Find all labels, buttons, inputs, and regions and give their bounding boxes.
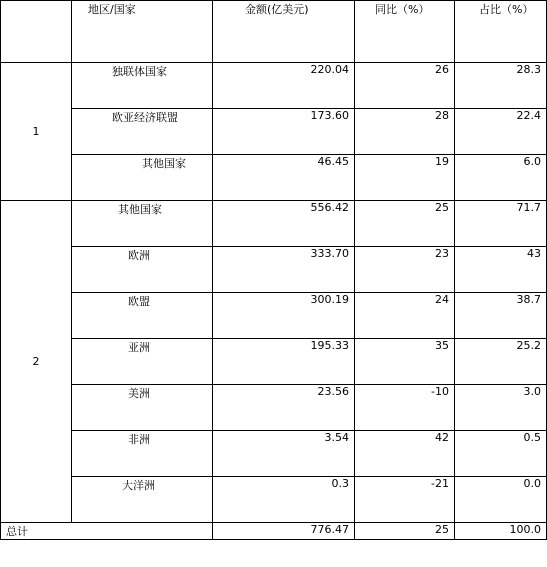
total-label: 总计 [1,523,213,540]
total-share: 100.0 [455,523,547,540]
table-row [1,431,547,477]
region-cell: 欧盟 [72,293,213,339]
header-yoy: 同比（%） [355,1,455,63]
region-cell: 其他国家 [72,155,213,201]
yoy-cell: -10 [355,385,455,431]
share-cell: 25.2 [455,339,547,385]
region-cell: 欧亚经济联盟 [72,109,213,155]
table-row [1,339,547,385]
yoy-cell: 19 [355,155,455,201]
amount-cell: 333.70 [213,247,355,293]
total-amount: 776.47 [213,523,355,540]
yoy-cell: -21 [355,477,455,523]
yoy-cell: 28 [355,109,455,155]
table-row [1,155,547,201]
yoy-cell: 42 [355,431,455,477]
yoy-cell: 26 [355,63,455,109]
group-label: 2 [1,201,72,523]
amount-cell: 300.19 [213,293,355,339]
table-row [1,477,547,523]
share-cell: 3.0 [455,385,547,431]
header-amount: 金额(亿美元) [213,1,355,63]
yoy-cell: 35 [355,339,455,385]
table-row [1,63,547,109]
region-cell: 其他国家 [72,201,213,247]
header-group [1,1,72,63]
table-row [1,293,547,339]
amount-cell: 220.04 [213,63,355,109]
amount-cell: 46.45 [213,155,355,201]
amount-cell: 173.60 [213,109,355,155]
amount-cell: 23.56 [213,385,355,431]
amount-cell: 556.42 [213,201,355,247]
header-row [1,1,547,63]
header-region: 地区/国家 [72,1,213,63]
total-row [1,523,547,540]
table-row [1,109,547,155]
share-cell: 0.0 [455,477,547,523]
region-cell: 美洲 [72,385,213,431]
region-cell: 欧洲 [72,247,213,293]
yoy-cell: 23 [355,247,455,293]
share-cell: 28.3 [455,63,547,109]
table-row [1,201,547,247]
amount-cell: 195.33 [213,339,355,385]
share-cell: 71.7 [455,201,547,247]
region-cell: 亚洲 [72,339,213,385]
region-cell: 独联体国家 [72,63,213,109]
yoy-cell: 25 [355,201,455,247]
yoy-cell: 24 [355,293,455,339]
total-yoy: 25 [355,523,455,540]
share-cell: 0.5 [455,431,547,477]
table-row [1,247,547,293]
amount-cell: 3.54 [213,431,355,477]
share-cell: 38.7 [455,293,547,339]
region-cell: 非洲 [72,431,213,477]
share-cell: 6.0 [455,155,547,201]
group-label: 1 [1,63,72,201]
header-share: 占比（%） [455,1,547,63]
amount-cell: 0.3 [213,477,355,523]
region-cell: 大洋洲 [72,477,213,523]
table-row [1,385,547,431]
share-cell: 43 [455,247,547,293]
share-cell: 22.4 [455,109,547,155]
